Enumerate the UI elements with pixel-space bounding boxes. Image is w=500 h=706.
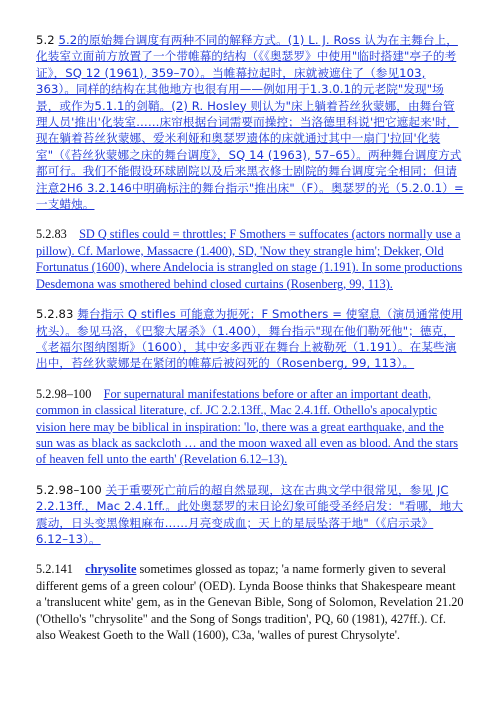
note-text: 舞台指示 Q stifles 可能意为扼死；F Smothers = 使窒息（演员通常使用枕头）。参见马洛，《巴黎大屠杀》（1.400），舞台指示"现在他们勒死他"；德克，《老福尔图纳图斯》（1600），其中安多西亚在舞台上被勒死（1.191）。在某些演出中，苔丝狄蒙娜是在紧闭的帷幕后被闷死的（Rosenberg, 99, 113）。 [36,307,463,371]
note-headword: chrysolite [85,562,137,577]
note-text: SD Q stifles could = throttles; F Smothers = suffocates (actors normally use a pillow). Cf. Marlowe, Massacre (1.400), SD, 'Now they strangle him'; Dekker, Old Fortunatus (1600), where Andelocia is strangled on stage (1.191). In some productions Desdemona was smothered behind closed curtains (Rosenberg, 99, 113). [36,227,463,291]
note-5-2-98-100-original [36,386,464,468]
note-number: 5.2.83 [36,307,74,322]
note-number: 5.2.83 [36,227,67,242]
annotation-page [36,32,464,657]
note-5-2-translation [36,32,464,212]
note-number: 5.2.98–100 [36,482,102,497]
note-5-2-98-100-translation [36,482,464,548]
note-number: 5.2 [36,33,55,47]
note-5-2-83-translation [36,306,464,372]
note-text: 5.2的原始舞台调度有两种不同的解释方式。(1) L. J. Ross 认为在主舞台上，化装室立面前方放置了一个带帷幕的结构（《《奥瑟罗》中使用"临时搭建"亭子的考证》，SQ 12 (1961), 359–70）。当帷幕拉起时，床就被遮住了（参见103, 363）。同样的结构在其他地方也很有用——例如用于1.3.0.1的元老院"发现"场景，或作为5.1.1的剑鞘。(2) R. Hosley 则认为"床上躺着苔丝狄蒙娜，由舞台管理人员'推出'化装室……床帘根据台词需要而操控；当洛德里科说'把它遮起来'时，现在躺着苔丝狄蒙娜、爱米利娅和奥瑟罗遗体的床就通过其中一扇门'拉回'化装室"（《苔丝狄蒙娜之床的舞台调度》，SQ 14 (1963), 57–65）。两种舞台调度方式都可行。我们不能假设环球剧院以及后来黑衣修士剧院的舞台调度完全相同；但请注意2H6 3.2.146中明确标注的舞台指示"推出床"（F）。奥瑟罗的光（5.2.0.1）= 一支蜡烛。 [36,33,464,212]
note-number: 5.2.141 [36,562,73,577]
note-text: sometimes glossed as topaz; 'a name formerly given to several different gems of a green colour' (OED). Lynda Boose thinks that Shakespeare meant a 'translucent white' gem, as in the Genevan Bible, Song of Solomon, Revelation 21.20 ('Othello's "chrysolite" and the Song of Songs tradition', PQ, 60 (1981), 427ff.). Cf. also Weakest Goeth to the Wall (1600), C3a, 'walles of purest Chrysolyte'. [36,562,464,642]
note-number: 5.2.98–100 [36,386,92,401]
note-text: 关于重要死亡前后的超自然显现，这在古典文学中很常见，参见 JC 2.2.13ff.，Mac 2.4.1ff.。此处奥瑟罗的末日论幻象可能受圣经启发："看哪，地大震动，日头变黑像粗麻布……月亮变成血；天上的星辰坠落于地"（《启示录》6.12–13）。 [36,482,464,546]
note-5-2-83-original [36,226,464,292]
note-5-2-141-original [36,561,464,643]
note-text: For supernatural manifestations before or after an important death, common in classical literature, cf. JC 2.2.13ff., Mac 2.4.1ff. Othello's apocalyptic vision here may be biblical in inspiration: 'lo, there was a great earthquake, and the sun was as black as sackcloth … and the moon waxed all even as blood. And the stars of heaven fell unto the earth' (Revelation 6.12–13). [36,386,459,467]
